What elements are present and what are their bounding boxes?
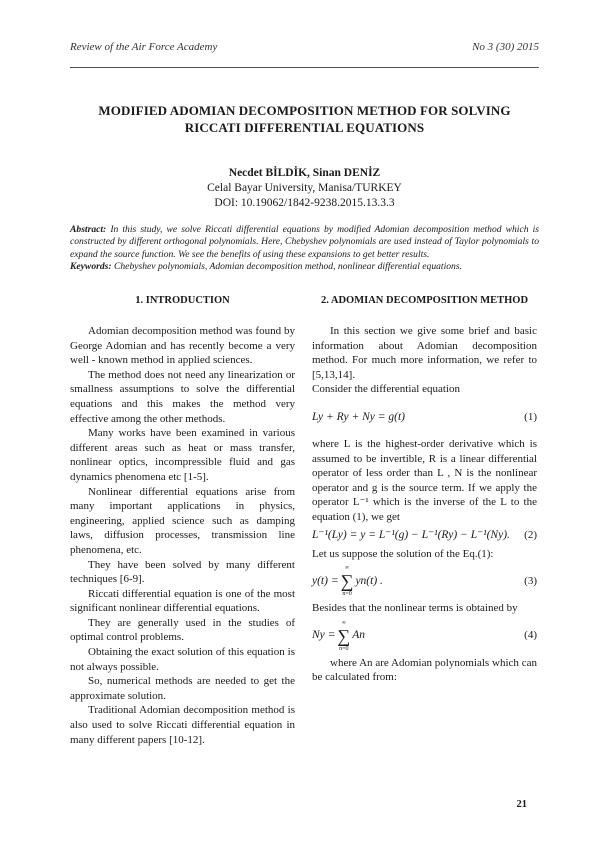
- paragraph: They have been solved by many different techniques [6-9].: [70, 558, 295, 586]
- paragraph: Riccati differential equation is one of the most significant nonlinear differential equations.: [70, 587, 295, 615]
- issue-number: No 3 (30) 2015: [472, 41, 539, 53]
- equation-2: [312, 525, 537, 547]
- equation-number: (2): [524, 529, 537, 542]
- affiliation: Celal Bayar University, Manisa/TURKEY: [207, 182, 402, 194]
- paragraph: where L is the highest-order derivative which is assumed to be invertible, R is a linear differential operator of less order than L , N is the nonlinear operator and g is the source term. If we apply the operator L⁻¹ which is the inverse of the L to the equation (1), we get: [312, 437, 537, 523]
- paragraph: Obtaining the exact solution of this equation is not always possible.: [70, 646, 295, 673]
- paragraph: Besides that the nonlinear terms is obtained by: [312, 602, 518, 615]
- paragraph: Nonlinear differential equations arise from many important applications in physics, engineering, applied science such as damping laws, diffusion processes, transmission line phenomena, etc.: [70, 485, 295, 556]
- paragraph: So, numerical methods are needed to get the approximate solution.: [70, 675, 295, 702]
- equation-3: [312, 561, 537, 601]
- left-column: [70, 294, 295, 747]
- equation-4: [312, 616, 537, 656]
- journal-name: Review of the Air Force Academy: [70, 41, 218, 53]
- equation-lhs: y(t) =: [312, 574, 339, 587]
- paragraph: Many works have been examined in various different areas such as heat or mass transfer, nonlinear optics, incompressible fluid and gas dynamics phenomena etc [1-5].: [70, 427, 295, 483]
- keywords-text: Chebyshev polynomials, Adomian decomposition method, nonlinear differential equations.: [113, 261, 462, 273]
- paragraph: Consider the differential equation: [312, 383, 460, 396]
- equation-lhs: Ny =: [312, 629, 336, 642]
- abstract-label: Abstract:: [70, 224, 107, 235]
- section-heading-adm: 2. ADOMIAN DECOMPOSITION METHOD: [320, 295, 529, 306]
- page-number: 21: [516, 799, 527, 810]
- paragraph: In this section we give some brief and basic information about Adomian decomposition method. For much more information, we refer to [5,13,14].: [312, 325, 537, 381]
- equation-rhs: An: [352, 629, 366, 642]
- equation-number: (1): [524, 410, 537, 423]
- right-column: [312, 294, 537, 685]
- summation-symbol: ∞ ∑ n=0: [337, 619, 351, 652]
- paragraph: Let us suppose the solution of the Eq.(1):: [312, 547, 494, 560]
- equation-rhs: yn(t) .: [355, 574, 383, 587]
- paragraph: Adomian decomposition method was found by George Adomian and has recently become a very well - known method in applied sciences.: [70, 325, 295, 367]
- header-divider: [70, 67, 539, 68]
- abstract-text: In this study, we solve Riccati differential equations by modified Adomian decomposition method which is constructed by different orthogonal polynomials. Here, Chebyshev polynomials are used instead of Taylor polynomials to expand the source function. We see the benefits of using these expansions to get better results.: [70, 224, 539, 260]
- paragraph: They are generally used in the studies of optimal control problems.: [70, 616, 295, 644]
- section-heading-introduction: 1. INTRODUCTION: [135, 295, 230, 306]
- paragraph: Traditional Adomian decomposition method is also used to solve Riccati differential equation in many different papers [10-12].: [70, 704, 295, 746]
- keywords-label: Keywords:: [70, 261, 112, 273]
- paragraph: where An are Adomian polynomials which can be calculated from:: [312, 656, 537, 684]
- equation-number: (4): [524, 629, 537, 642]
- equation-body: L⁻¹(Ly) = y = L⁻¹(g) − L⁻¹(Ry) − L⁻¹(Ny).: [312, 529, 510, 542]
- doi: DOI: 10.19062/1842-9238.2015.13.3.3: [214, 197, 395, 209]
- abstract-block: [70, 224, 539, 274]
- equation-1: [312, 397, 537, 437]
- equation-body: Ly + Ry + Ny = g(t): [312, 410, 405, 423]
- paragraph: The method does not need any linearization or smallness assumptions to solve the differential equations and this makes the method very effective among the other methods.: [70, 368, 295, 425]
- paper-title: MODIFIED ADOMIAN DECOMPOSITION METHOD FOR SOLVING RICCATI DIFFERENTIAL EQUATIONS: [98, 103, 511, 135]
- author-names: Necdet BİLDİK, Sinan DENİZ: [228, 167, 381, 179]
- author-block: [70, 166, 539, 211]
- summation-symbol: ∞ ∑ n=0: [340, 565, 354, 598]
- equation-number: (3): [524, 574, 537, 587]
